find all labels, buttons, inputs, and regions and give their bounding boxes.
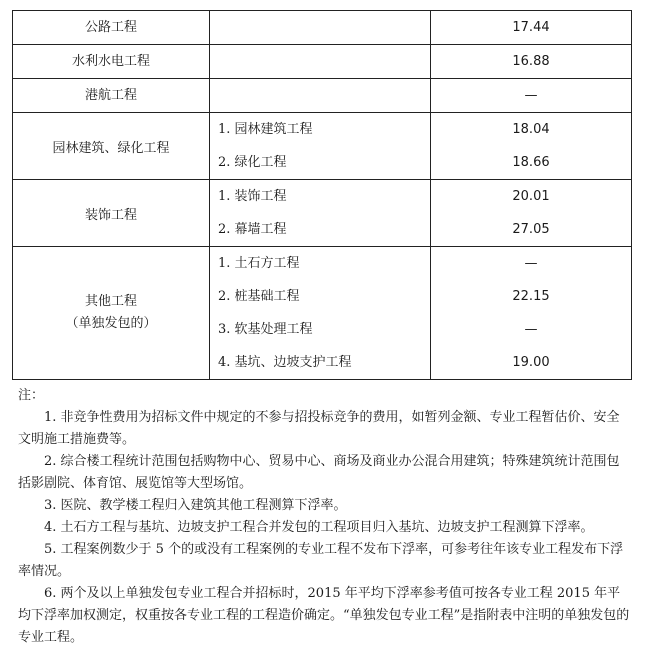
value-cell: — bbox=[431, 79, 632, 113]
rate-value: 19.00 bbox=[512, 355, 550, 370]
rate-value: — bbox=[524, 256, 538, 271]
subcategory-label: 2. 绿化工程 bbox=[218, 155, 287, 170]
category-label: 其他工程 bbox=[84, 294, 137, 309]
rate-value: 22.15 bbox=[512, 289, 550, 304]
value-cell: 17.44 bbox=[431, 11, 632, 45]
subcategory-label: 2. 桩基础工程 bbox=[218, 289, 300, 304]
category-cell: 港航工程 bbox=[13, 79, 210, 113]
category-cell: 公路工程 bbox=[13, 11, 210, 45]
subcategory-label: 1. 装饰工程 bbox=[218, 189, 287, 204]
rate-value: 20.01 bbox=[512, 189, 550, 204]
note-item: 4. 土石方工程与基坑、边坡支护工程合并发包的工程项目归入基坑、边坡支护工程测算下浮率。 bbox=[44, 520, 594, 535]
category-cell: 水利水电工程 bbox=[13, 45, 210, 79]
value-cell: 16.88 bbox=[431, 45, 632, 79]
rate-value: 18.04 bbox=[512, 122, 550, 137]
notes-section bbox=[18, 385, 630, 649]
rate-table bbox=[12, 10, 632, 380]
notes-heading: 注： bbox=[18, 388, 45, 403]
table-row bbox=[13, 11, 632, 45]
note-item: 1. 非竞争性费用为招标文件中规定的不参与招投标竞争的费用，如暂列金额、专业工程暂估价、安全文明施工措施费等。 bbox=[18, 410, 620, 447]
subcategory-label: 1. 土石方工程 bbox=[218, 256, 300, 271]
value-cell bbox=[431, 113, 632, 180]
subcategory-cell bbox=[210, 11, 431, 45]
table-row bbox=[13, 247, 632, 380]
subcategory-label: 4. 基坑、边坡支护工程 bbox=[218, 355, 352, 370]
category-sublabel: （单独发包的） bbox=[65, 316, 157, 331]
note-item: 2. 综合楼工程统计范围包括购物中心、贸易中心、商场及商业办公混合用建筑；特殊建筑统计范围包括影剧院、体育馆、展览馆等大型场馆。 bbox=[18, 454, 620, 491]
note-item: 3. 医院、教学楼工程归入建筑其他工程测算下浮率。 bbox=[44, 498, 347, 513]
subcategory-cell bbox=[210, 180, 431, 247]
subcategory-cell bbox=[210, 45, 431, 79]
rate-value: 27.05 bbox=[512, 222, 550, 237]
subcategory-label: 2. 幕墙工程 bbox=[218, 222, 287, 237]
subcategory-label: 1. 园林建筑工程 bbox=[218, 122, 313, 137]
category-cell: 园林建筑、绿化工程 bbox=[13, 113, 210, 180]
subcategory-cell bbox=[210, 79, 431, 113]
rate-value: 18.66 bbox=[512, 155, 550, 170]
rate-value: — bbox=[524, 322, 538, 337]
value-cell bbox=[431, 180, 632, 247]
note-item: 6. 两个及以上单独发包专业工程合并招标时，2015 年平均下浮率参考值可按各专业工程 2015 年平均下浮率加权测定，权重按各专业工程的工程造价确定。“单独发包专业工程”是指附表中注明的单独发包的专业工程。 bbox=[18, 586, 630, 645]
table-row bbox=[13, 45, 632, 79]
category-cell: 装饰工程 bbox=[13, 180, 210, 247]
value-cell bbox=[431, 247, 632, 380]
subcategory-cell bbox=[210, 113, 431, 180]
table-row bbox=[13, 180, 632, 247]
table-row bbox=[13, 79, 632, 113]
note-item: 5. 工程案例数少于 5 个的或没有工程案例的专业工程不发布下浮率，可参考往年该专业工程发布下浮率情况。 bbox=[18, 542, 624, 579]
category-cell bbox=[13, 247, 210, 380]
table-row bbox=[13, 113, 632, 180]
subcategory-label: 3. 软基处理工程 bbox=[218, 322, 313, 337]
subcategory-cell bbox=[210, 247, 431, 380]
